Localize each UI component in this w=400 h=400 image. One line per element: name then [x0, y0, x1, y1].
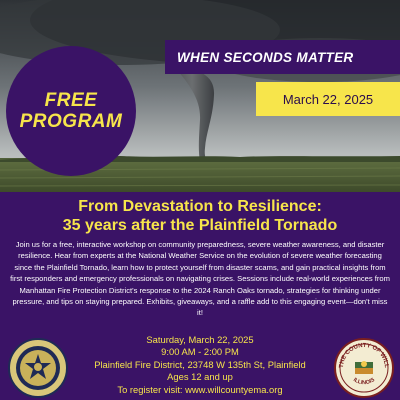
event-location: Plainfield Fire District, 23748 W 135th St, Plainfield — [94, 358, 306, 370]
free-program-badge — [6, 46, 136, 176]
event-ages: Ages 12 and up — [167, 371, 233, 383]
event-date: Saturday, March 22, 2025 — [146, 334, 254, 345]
will-county-seal-icon — [334, 338, 394, 398]
badge-line-2: PROGRAM — [19, 111, 123, 132]
event-description: Join us for a free, interactive workshop on community preparedness, severe weather awareness, and disaster resilience. Hear from experts at the National Weather Service on the evolution of severe weather forecasting since the Plainfield Tornado, learn how to protect yourself from disaster scams, and gain practical insights from first responders and emergency professionals on navigating crises. Sessions include real-world experiences from Manhattan Fire Protection District's response to the 2024 Ranch Oaks tornado, strategies for thinking under pressure, and tips on staying prepared. Exhibits, giveaways, and a raffle add to this engaging event—don't miss it! — [10, 240, 390, 318]
registration-link[interactable]: To register visit: www.willcountyema.org — [117, 383, 283, 395]
event-details — [70, 334, 330, 396]
headline-banner — [165, 40, 400, 74]
title-line-2: 35 years after the Plainfield Tornado — [62, 217, 338, 234]
date-banner — [256, 82, 400, 116]
seal-top-text: THE COUNTY OF WILL — [338, 342, 390, 369]
badge-line-1: FREE — [44, 90, 98, 111]
police-badge-seal-icon — [8, 338, 68, 398]
headline-text: WHEN SECONDS MATTER — [177, 49, 354, 65]
title-line-1: From Devastation to Resilience: — [78, 198, 322, 215]
event-time: 9:00 AM - 2:00 PM — [161, 346, 239, 358]
date-banner-text: March 22, 2025 — [282, 91, 374, 107]
seal-bottom-text: ILLINOIS — [351, 377, 376, 387]
